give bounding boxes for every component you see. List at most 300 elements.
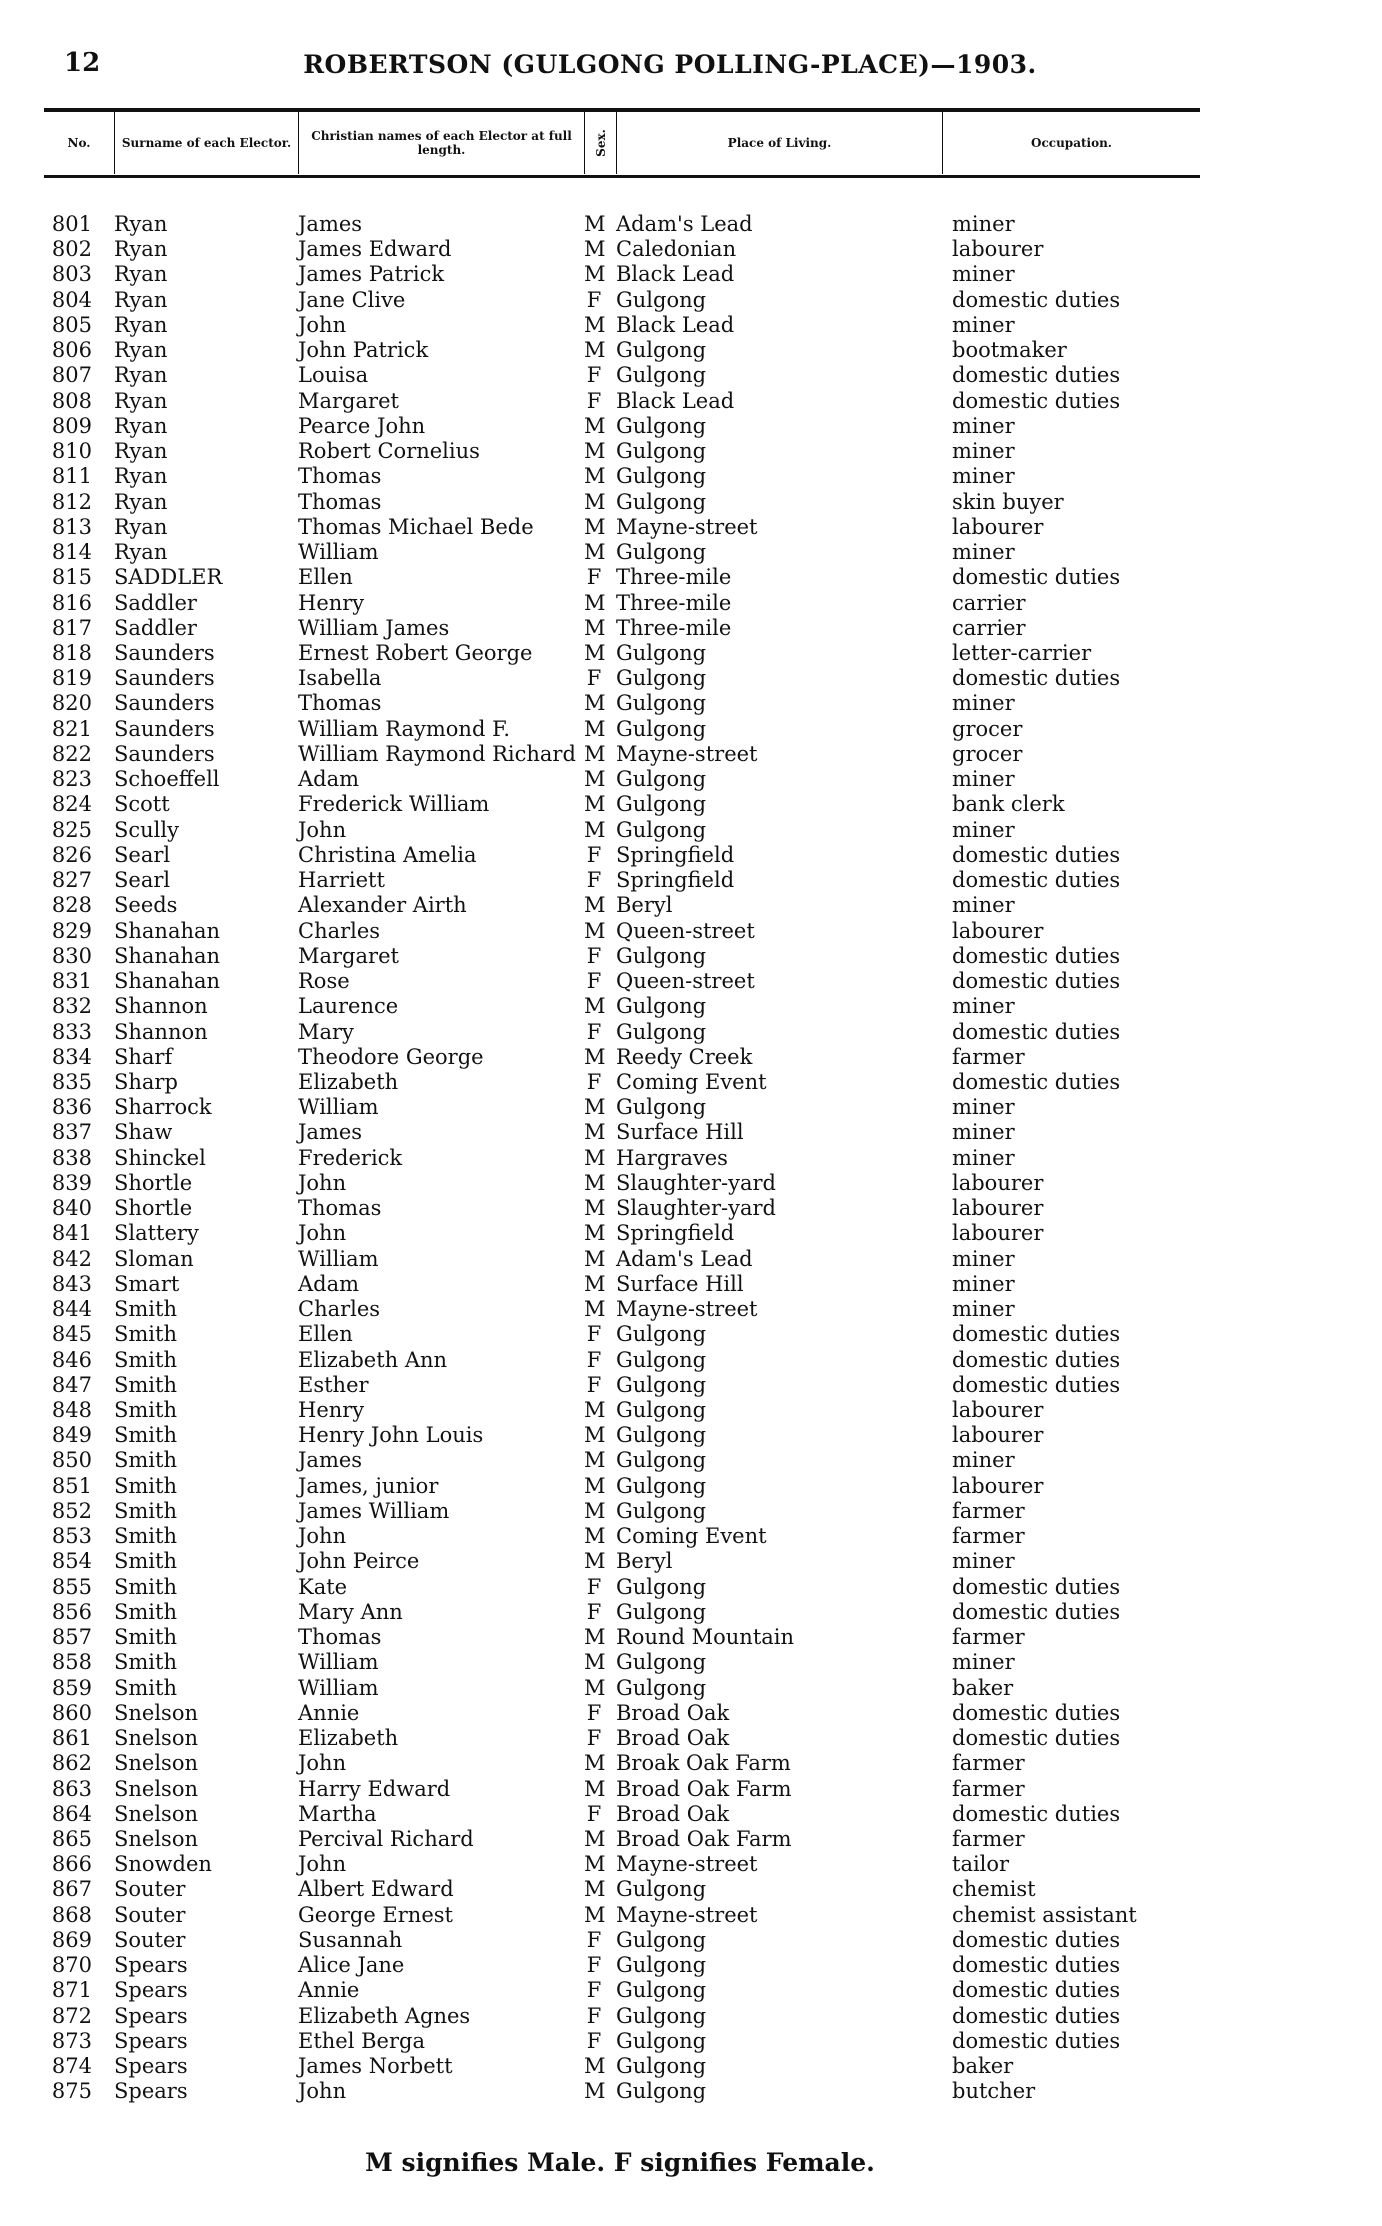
table-row — [0, 893, 1382, 918]
elector-surname: Saddler — [114, 615, 197, 640]
table-row — [0, 2029, 1382, 2054]
elector-christian-names: James — [298, 1448, 363, 1473]
elector-surname: Ryan — [114, 540, 168, 565]
elector-christian-names: Henry — [298, 590, 365, 615]
elector-place: Gulgong — [616, 1372, 707, 1397]
table-row — [0, 1120, 1382, 1145]
elector-sex: M — [584, 1271, 606, 1296]
elector-sex: M — [584, 893, 606, 918]
elector-sex: M — [584, 994, 606, 1019]
elector-christian-names: William — [298, 540, 379, 565]
elector-occupation: labourer — [952, 1398, 1044, 1423]
elector-number: 822 — [51, 741, 92, 766]
table-row — [0, 919, 1382, 944]
elector-number: 823 — [51, 767, 92, 792]
elector-place: Gulgong — [616, 1498, 707, 1523]
elector-occupation: miner — [952, 413, 1015, 438]
elector-christian-names: Adam — [298, 767, 360, 792]
elector-surname: Souter — [114, 1902, 186, 1927]
elector-place: Gulgong — [616, 489, 707, 514]
elector-surname: Saunders — [114, 716, 215, 741]
elector-christian-names: Ellen — [298, 565, 353, 590]
elector-number: 874 — [51, 2054, 92, 2079]
elector-place: Gulgong — [616, 2003, 707, 2028]
elector-number: 860 — [51, 1700, 92, 1725]
elector-sex: M — [584, 767, 606, 792]
elector-christian-names: James Patrick — [298, 262, 445, 287]
elector-number: 814 — [51, 540, 92, 565]
running-head: ROBERTSON (GULGONG POLLING-PLACE)—1903. — [303, 50, 1037, 79]
elector-surname: Spears — [114, 2003, 188, 2028]
elector-number: 831 — [51, 969, 92, 994]
elector-number: 836 — [51, 1095, 92, 1120]
elector-place: Mayne-street — [616, 1852, 758, 1877]
elector-sex: M — [584, 691, 606, 716]
table-row — [0, 1802, 1382, 1827]
elector-sex: F — [586, 1953, 602, 1978]
elector-christian-names: Harriett — [298, 868, 385, 893]
elector-number: 873 — [51, 2028, 92, 2053]
elector-surname: Saddler — [114, 590, 197, 615]
table-row — [0, 1020, 1382, 1045]
elector-sex: M — [584, 1625, 606, 1650]
elector-number: 863 — [51, 1776, 92, 1801]
elector-christian-names: Alexander Airth — [298, 893, 467, 918]
elector-occupation: miner — [952, 1095, 1015, 1120]
elector-occupation: labourer — [952, 1423, 1044, 1448]
elector-christian-names: John — [298, 1524, 347, 1549]
elector-place: Gulgong — [616, 1473, 707, 1498]
elector-sex: F — [586, 969, 602, 994]
elector-occupation: domestic duties — [952, 666, 1121, 691]
elector-surname: Searl — [114, 868, 171, 893]
elector-place: Gulgong — [616, 1927, 707, 1952]
elector-sex: F — [586, 842, 602, 867]
table-row — [0, 1928, 1382, 1953]
elector-place: Gulgong — [616, 1978, 707, 2003]
elector-christian-names: Henry John Louis — [298, 1423, 484, 1448]
elector-number: 852 — [51, 1498, 92, 1523]
elector-surname: Ryan — [114, 312, 168, 337]
elector-place: Slaughter-yard — [616, 1196, 776, 1221]
table-row — [0, 2079, 1382, 2104]
table-row — [0, 288, 1382, 313]
elector-occupation: grocer — [952, 741, 1023, 766]
elector-number: 811 — [51, 464, 92, 489]
elector-surname: Souter — [114, 1877, 186, 1902]
table-row — [0, 792, 1382, 817]
header-no: No. — [67, 136, 91, 150]
elector-occupation: butcher — [952, 2079, 1036, 2104]
elector-christian-names: James Edward — [298, 237, 452, 262]
elector-occupation: grocer — [952, 716, 1023, 741]
elector-christian-names: John — [298, 1170, 347, 1195]
elector-number: 825 — [51, 817, 92, 842]
table-row — [0, 1297, 1382, 1322]
elector-christian-names: James Norbett — [298, 2054, 453, 2079]
header-bottom-rule — [44, 175, 1200, 178]
elector-christian-names: Frederick William — [298, 792, 490, 817]
elector-place: Surface Hill — [616, 1271, 744, 1296]
elector-place: Gulgong — [616, 1599, 707, 1624]
elector-occupation: chemist assistant — [952, 1902, 1137, 1927]
elector-occupation: miner — [952, 1145, 1015, 1170]
elector-number: 843 — [51, 1271, 92, 1296]
elector-sex: M — [584, 439, 606, 464]
elector-sex: M — [584, 514, 606, 539]
elector-sex: M — [584, 1120, 606, 1145]
elector-sex: F — [586, 1069, 602, 1094]
table-row — [0, 338, 1382, 363]
elector-surname: Saunders — [114, 741, 215, 766]
elector-christian-names: John — [298, 817, 347, 842]
table-row — [0, 641, 1382, 666]
elector-surname: Smith — [114, 1448, 177, 1473]
elector-number: 810 — [51, 439, 92, 464]
table-row — [0, 1272, 1382, 1297]
table-row — [0, 616, 1382, 641]
elector-place: Gulgong — [616, 1675, 707, 1700]
elector-christian-names: Elizabeth — [298, 1726, 399, 1751]
elector-surname: Smith — [114, 1498, 177, 1523]
table-row — [0, 237, 1382, 262]
elector-place: Broad Oak Farm — [616, 1776, 792, 1801]
elector-occupation: domestic duties — [952, 1372, 1121, 1397]
elector-christian-names: Elizabeth Ann — [298, 1347, 448, 1372]
elector-place: Queen-street — [616, 969, 755, 994]
elector-surname: Slattery — [114, 1221, 199, 1246]
elector-christian-names: Frederick — [298, 1145, 403, 1170]
elector-christian-names: Henry — [298, 1398, 365, 1423]
elector-place: Gulgong — [616, 817, 707, 842]
elector-place: Gulgong — [616, 1877, 707, 1902]
elector-sex: M — [584, 2079, 606, 2104]
table-row — [0, 1524, 1382, 1549]
elector-christian-names: William James — [298, 615, 450, 640]
elector-occupation: domestic duties — [952, 1599, 1121, 1624]
elector-sex: M — [584, 1423, 606, 1448]
elector-place: Gulgong — [616, 2054, 707, 2079]
table-row — [0, 1600, 1382, 1625]
elector-christian-names: George Ernest — [298, 1902, 453, 1927]
elector-place: Gulgong — [616, 1019, 707, 1044]
table-row — [0, 1171, 1382, 1196]
table-row — [0, 1903, 1382, 1928]
elector-christian-names: Percival Richard — [298, 1827, 474, 1851]
elector-occupation: tailor — [952, 1852, 1010, 1877]
elector-place: Gulgong — [616, 1423, 707, 1448]
elector-occupation: domestic duties — [952, 1700, 1121, 1725]
table-row — [0, 2004, 1382, 2029]
elector-surname: Saunders — [114, 691, 215, 716]
elector-christian-names: Kate — [298, 1574, 348, 1599]
elector-sex: M — [584, 1877, 606, 1902]
elector-christian-names: Ernest Robert George — [298, 640, 533, 665]
elector-christian-names: Rose — [298, 969, 350, 994]
elector-occupation: domestic duties — [952, 1069, 1121, 1094]
elector-christian-names: John — [298, 1751, 347, 1776]
elector-list — [0, 212, 1382, 2105]
elector-christian-names: Ellen — [298, 1322, 353, 1347]
elector-christian-names: John Patrick — [298, 338, 429, 363]
elector-occupation: domestic duties — [952, 1726, 1121, 1751]
elector-sex: F — [586, 2028, 602, 2053]
table-row — [0, 363, 1382, 388]
elector-sex: F — [586, 1801, 602, 1826]
elector-christian-names: Annie — [298, 1978, 360, 2003]
table-row — [0, 944, 1382, 969]
elector-surname: Smith — [114, 1423, 177, 1448]
elector-number: 872 — [51, 2003, 92, 2028]
elector-number: 840 — [51, 1196, 92, 1221]
elector-number: 834 — [51, 1044, 92, 1069]
table-row — [0, 868, 1382, 893]
elector-christian-names: Charles — [298, 1297, 381, 1322]
elector-place: Springfield — [616, 868, 735, 893]
elector-occupation: domestic duties — [952, 1019, 1121, 1044]
elector-sex: M — [584, 1246, 606, 1271]
elector-place: Gulgong — [616, 413, 707, 438]
elector-number: 850 — [51, 1448, 92, 1473]
elector-place: Gulgong — [616, 1574, 707, 1599]
elector-place: Gulgong — [616, 943, 707, 968]
table-row — [0, 1423, 1382, 1448]
page-number: 12 — [64, 48, 101, 78]
elector-sex: F — [586, 1978, 602, 2003]
table-row — [0, 591, 1382, 616]
table-row — [0, 969, 1382, 994]
elector-sex: F — [586, 1599, 602, 1624]
elector-number: 839 — [51, 1170, 92, 1195]
elector-occupation: domestic duties — [952, 868, 1121, 893]
elector-occupation: miner — [952, 1448, 1015, 1473]
elector-surname: Shortle — [114, 1170, 193, 1195]
table-row — [0, 1726, 1382, 1751]
elector-place: Mayne-street — [616, 741, 758, 766]
elector-number: 854 — [51, 1549, 92, 1574]
elector-place: Springfield — [616, 842, 735, 867]
table-row — [0, 439, 1382, 464]
elector-number: 816 — [51, 590, 92, 615]
elector-place: Gulgong — [616, 2028, 707, 2053]
table-row — [0, 1777, 1382, 1802]
elector-christian-names: John — [298, 312, 347, 337]
elector-place: Three-mile — [616, 565, 732, 590]
elector-christian-names: Christina Amelia — [298, 842, 477, 867]
elector-surname: Smith — [114, 1549, 177, 1574]
elector-surname: Smart — [114, 1271, 180, 1296]
elector-number: 865 — [51, 1827, 92, 1851]
elector-surname: Ryan — [114, 464, 168, 489]
elector-place: Gulgong — [616, 1095, 707, 1120]
elector-number: 832 — [51, 994, 92, 1019]
elector-occupation: domestic duties — [952, 287, 1121, 312]
elector-occupation: miner — [952, 1246, 1015, 1271]
elector-occupation: domestic duties — [952, 388, 1121, 413]
elector-place: Three-mile — [616, 590, 732, 615]
elector-christian-names: Margaret — [298, 943, 399, 968]
elector-occupation: bank clerk — [952, 792, 1065, 817]
elector-place: Gulgong — [616, 666, 707, 691]
elector-occupation: farmer — [952, 1524, 1025, 1549]
elector-christian-names: James — [298, 212, 363, 236]
table-row — [0, 717, 1382, 742]
table-row — [0, 1045, 1382, 1070]
elector-occupation: baker — [952, 1675, 1014, 1700]
elector-sex: M — [584, 716, 606, 741]
elector-sex: F — [586, 1019, 602, 1044]
elector-number: 838 — [51, 1145, 92, 1170]
elector-sex: M — [584, 1196, 606, 1221]
elector-surname: Shannon — [114, 1019, 208, 1044]
elector-occupation: labourer — [952, 514, 1044, 539]
elector-surname: Souter — [114, 1927, 186, 1952]
elector-occupation: miner — [952, 1549, 1015, 1574]
elector-number: 864 — [51, 1801, 92, 1826]
elector-surname: Spears — [114, 2028, 188, 2053]
table-header — [44, 112, 1200, 174]
elector-sex: M — [584, 817, 606, 842]
table-row — [0, 1549, 1382, 1574]
table-row — [0, 1499, 1382, 1524]
elector-sex: F — [586, 1927, 602, 1952]
elector-place: Surface Hill — [616, 1120, 744, 1145]
elector-surname: Smith — [114, 1650, 177, 1675]
table-row — [0, 464, 1382, 489]
elector-number: 824 — [51, 792, 92, 817]
elector-surname: Seeds — [114, 893, 178, 918]
elector-place: Gulgong — [616, 1650, 707, 1675]
elector-occupation: labourer — [952, 237, 1044, 262]
elector-sex: M — [584, 1095, 606, 1120]
elector-place: Gulgong — [616, 640, 707, 665]
elector-christian-names: John — [298, 2079, 347, 2104]
elector-place: Queen-street — [616, 918, 755, 943]
elector-occupation: domestic duties — [952, 1927, 1121, 1952]
elector-surname: Snelson — [114, 1827, 198, 1851]
elector-occupation: domestic duties — [952, 842, 1121, 867]
elector-number: 867 — [51, 1877, 92, 1902]
elector-place: Three-mile — [616, 615, 732, 640]
elector-sex: M — [584, 1751, 606, 1776]
elector-number: 801 — [51, 212, 92, 236]
elector-place: Gulgong — [616, 792, 707, 817]
elector-sex: M — [584, 1827, 606, 1851]
elector-christian-names: Albert Edward — [298, 1877, 454, 1902]
header-surname: Surname of each Elector. — [114, 112, 298, 174]
elector-surname: Shanahan — [114, 969, 221, 994]
elector-christian-names: Ethel Berga — [298, 2028, 425, 2053]
elector-sex: M — [584, 1675, 606, 1700]
elector-number: 802 — [51, 237, 92, 262]
elector-number: 861 — [51, 1726, 92, 1751]
elector-surname: Spears — [114, 2079, 188, 2104]
table-row — [0, 1095, 1382, 1120]
elector-christian-names: William Raymond Richard — [298, 741, 576, 766]
elector-christian-names: Adam — [298, 1271, 360, 1296]
elector-occupation: domestic duties — [952, 565, 1121, 590]
elector-christian-names: William — [298, 1246, 379, 1271]
table-row — [0, 767, 1382, 792]
elector-occupation: labourer — [952, 1473, 1044, 1498]
elector-surname: Ryan — [114, 287, 168, 312]
elector-surname: Smith — [114, 1372, 177, 1397]
elector-number: 841 — [51, 1221, 92, 1246]
elector-christian-names: Theodore George — [298, 1044, 484, 1069]
elector-surname: Ryan — [114, 388, 168, 413]
elector-surname: Snelson — [114, 1776, 198, 1801]
elector-number: 808 — [51, 388, 92, 413]
elector-christian-names: Elizabeth Agnes — [298, 2003, 471, 2028]
elector-sex: F — [586, 287, 602, 312]
elector-surname: Ryan — [114, 237, 168, 262]
table-row — [0, 666, 1382, 691]
elector-occupation: domestic duties — [952, 1953, 1121, 1978]
elector-surname: Snelson — [114, 1801, 198, 1826]
elector-surname: Smith — [114, 1675, 177, 1700]
elector-place: Reedy Creek — [616, 1044, 753, 1069]
elector-number: 842 — [51, 1246, 92, 1271]
elector-surname: Snelson — [114, 1700, 198, 1725]
table-row — [0, 843, 1382, 868]
table-row — [0, 1953, 1382, 1978]
table-row — [0, 389, 1382, 414]
table-row — [0, 1676, 1382, 1701]
elector-number: 809 — [51, 413, 92, 438]
elector-surname: Saunders — [114, 640, 215, 665]
table-row — [0, 818, 1382, 843]
elector-number: 868 — [51, 1902, 92, 1927]
elector-surname: Scott — [114, 792, 170, 817]
elector-surname: Searl — [114, 842, 171, 867]
elector-number: 849 — [51, 1423, 92, 1448]
elector-surname: Saunders — [114, 666, 215, 691]
elector-christian-names: Jane Clive — [298, 287, 406, 312]
elector-christian-names: Thomas — [298, 691, 382, 716]
elector-number: 812 — [51, 489, 92, 514]
elector-surname: Scully — [114, 817, 179, 842]
elector-occupation: domestic duties — [952, 2003, 1121, 2028]
elector-surname: Ryan — [114, 413, 168, 438]
elector-number: 815 — [51, 565, 92, 590]
elector-sex: M — [584, 590, 606, 615]
elector-number: 805 — [51, 312, 92, 337]
elector-occupation: domestic duties — [952, 969, 1121, 994]
table-row — [0, 994, 1382, 1019]
elector-number: 875 — [51, 2079, 92, 2104]
elector-sex: F — [586, 1726, 602, 1751]
elector-christian-names: James, junior — [298, 1473, 439, 1498]
elector-occupation: miner — [952, 817, 1015, 842]
elector-occupation: domestic duties — [952, 1978, 1121, 2003]
elector-surname: Ryan — [114, 439, 168, 464]
elector-surname: Smith — [114, 1297, 177, 1322]
header-place: Place of Living. — [616, 112, 942, 174]
elector-sex: M — [584, 237, 606, 262]
table-row — [0, 414, 1382, 439]
elector-sex: M — [584, 1145, 606, 1170]
elector-number: 819 — [51, 666, 92, 691]
elector-christian-names: James William — [298, 1498, 450, 1523]
elector-surname: Schoeffell — [114, 767, 220, 792]
elector-place: Gulgong — [616, 287, 707, 312]
elector-place: Coming Event — [616, 1069, 767, 1094]
elector-occupation: miner — [952, 691, 1015, 716]
elector-surname: Shanahan — [114, 918, 221, 943]
elector-place: Broad Oak Farm — [616, 1827, 792, 1851]
elector-surname: Smith — [114, 1473, 177, 1498]
elector-sex: F — [586, 666, 602, 691]
